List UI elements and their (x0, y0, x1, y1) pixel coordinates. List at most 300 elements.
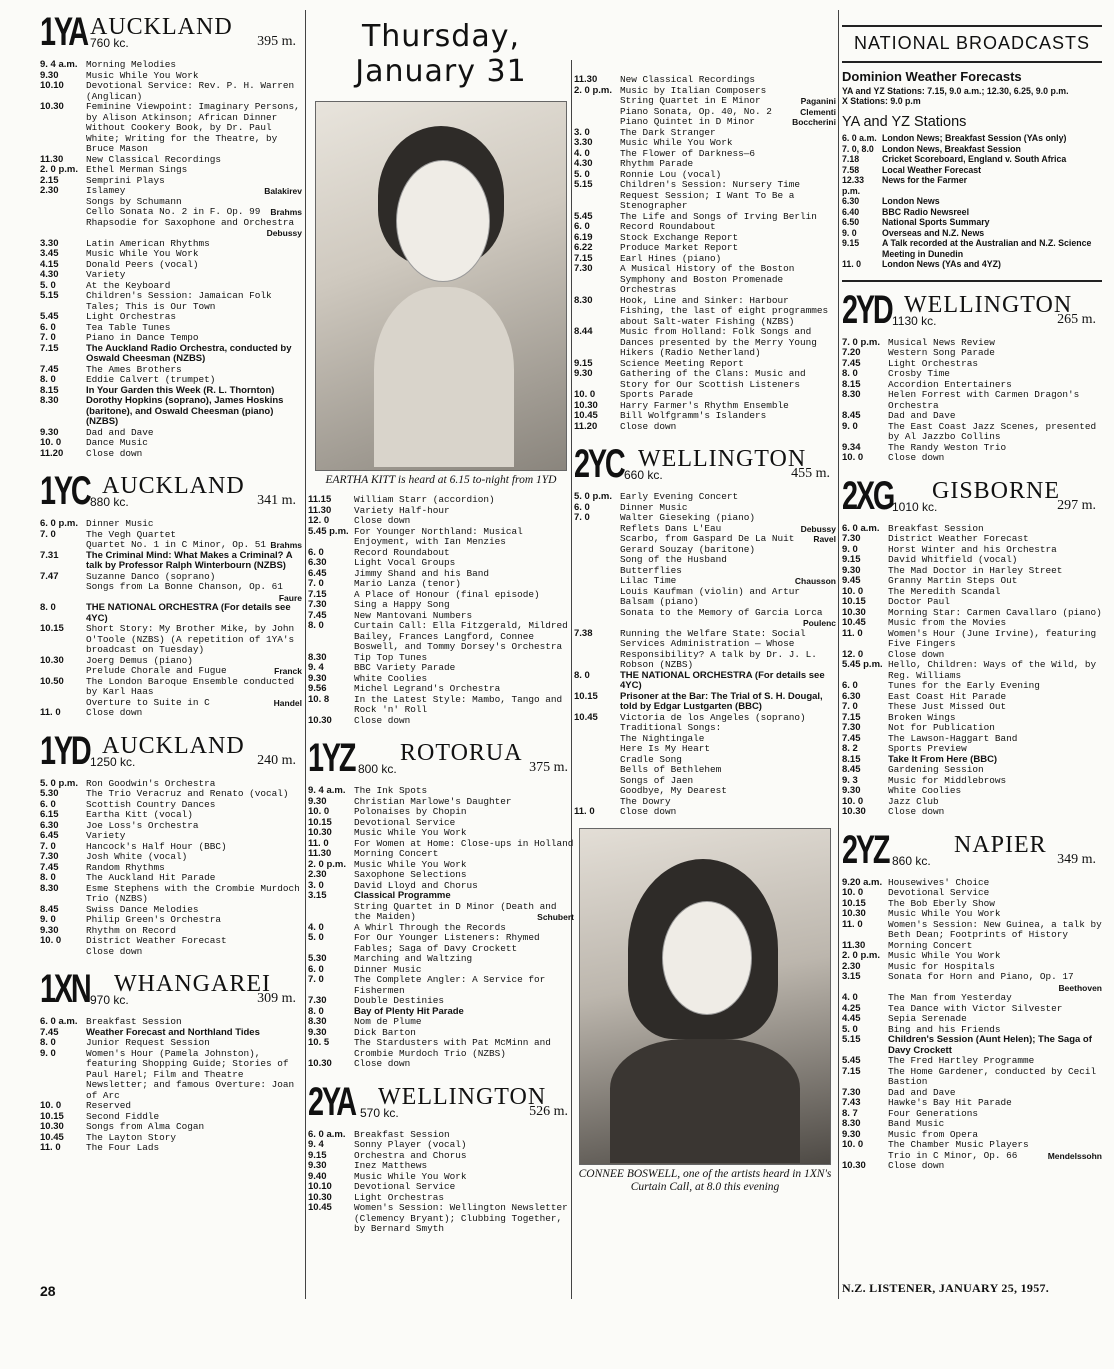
program-text: For Our Younger Listeners: Rhymed Fables; Saga of Davy Crockett (354, 932, 540, 954)
program-text: Polonaises by Chopin (354, 806, 467, 817)
program-text: Random Rhythms (86, 861, 165, 873)
program-text: THE NATIONAL ORCHESTRA (For details see 4YC) (620, 669, 825, 691)
station-wavelength: 341 m. (257, 493, 296, 508)
program-time: 11. 0 (40, 1142, 61, 1153)
program-time: 8. 0 (40, 872, 56, 883)
program-text: Dinner Music (354, 963, 422, 975)
program-text: The East Coast Jazz Scenes, presented by Al Jazzbo Collins (888, 420, 1097, 442)
program-text: Close down (86, 945, 143, 957)
program-entry (574, 327, 836, 359)
program-time: 9. 4 (308, 662, 324, 673)
program-time: 6.45 (308, 567, 327, 579)
program-time: 10. 0 (842, 1139, 864, 1150)
program-time (574, 776, 620, 787)
program-text: New Classical Recordings (86, 153, 222, 165)
composer: Debussy (800, 523, 836, 534)
weather-forecast-title: Dominion Weather Forecasts (842, 69, 1022, 84)
program-entry (842, 1004, 1102, 1015)
program-time: 6.40 (842, 206, 860, 217)
program-time: 8.30 (40, 395, 59, 406)
program-time: 11.20 (574, 420, 598, 432)
composer: Ravel (813, 534, 836, 544)
program-time (574, 566, 620, 577)
program-time: 8. 2 (842, 743, 858, 754)
program-entry (574, 422, 836, 433)
program-time (40, 947, 86, 958)
station-frequency: 880 kc. (90, 495, 129, 509)
program-text: The Dark Stranger (620, 126, 716, 138)
program-time: 8. 7 (842, 1107, 858, 1119)
program-time: 8.30 (842, 1118, 861, 1129)
program-text: The Criminal Mind: What Makes a Criminal? A talk by Professor Ralph Winterbourn (NZBS) (86, 549, 293, 571)
program-entry (842, 228, 1102, 239)
program-title (882, 238, 1102, 259)
station-city: NAPIER (954, 831, 1047, 858)
program-time: 4. 0 (842, 992, 858, 1003)
program-time: 10. 0 (40, 935, 62, 946)
program-text: Music While You Work (354, 858, 467, 870)
program-time: 8.30 (40, 882, 59, 894)
program-text: Music from Holland: Folk Songs and Dances presented by the Merry Young Hikers (Radio Netherland) (620, 326, 817, 358)
program-list-1yc (40, 519, 302, 719)
program-time: 3.15 (842, 971, 861, 982)
station-city: AUCKLAND (102, 732, 245, 759)
program-entry (842, 207, 1102, 218)
program-entry (842, 144, 1102, 155)
program-time: 2. 0 p.m. (574, 84, 613, 96)
program-text: The Auckland Radio Orchestra, conducted by Oswald Cheesman (NZBS) (86, 342, 292, 364)
program-entry (574, 296, 836, 328)
program-time: 9. 3 (842, 774, 858, 786)
program-text: In Your Garden this Week (R. L. Thornton) (86, 384, 275, 396)
program-text: Songs of Jaen (620, 774, 694, 786)
program-entry (308, 1017, 574, 1028)
program-title (620, 422, 836, 433)
program-time: 7.31 (40, 549, 59, 561)
program-entry (40, 1049, 302, 1102)
program-entry (842, 443, 1102, 454)
program-time: 11.30 (40, 153, 64, 165)
program-text: Joe Loss's Orchestra (86, 819, 199, 831)
program-entry (574, 492, 836, 503)
program-text: Eartha Kitt (vocal) (86, 809, 193, 820)
program-text: The Fred Hartley Programme (888, 1055, 1035, 1066)
program-text: The London Baroque Ensemble conducted by Karl Haas (86, 675, 295, 697)
program-time: 10.45 (574, 410, 598, 421)
program-time: 8. 0 (308, 1005, 324, 1017)
program-text: Reserved (86, 1100, 132, 1111)
program-entry (574, 807, 836, 818)
program-text: Close down (888, 452, 945, 463)
program-time: 11.30 (574, 74, 598, 85)
program-time: 8.45 (40, 903, 59, 915)
program-entry (574, 608, 836, 629)
program-time: 10.30 (40, 101, 64, 112)
program-time: 9.30 (842, 1128, 861, 1140)
program-entry (842, 797, 1102, 808)
program-text: Harry Farmer's Rhythm Ensemble (620, 399, 789, 411)
program-text: Light Vocal Groups (354, 557, 456, 568)
program-time: 7.45 (40, 861, 59, 873)
program-text: East Coast Hit Parade (888, 690, 1007, 702)
program-text: The Man from Yesterday (888, 992, 1012, 1003)
program-time: 2.30 (842, 960, 861, 972)
program-text: Stock Exchange Report (620, 231, 739, 243)
program-text: Breakfast Session (888, 522, 984, 534)
program-entry (842, 1035, 1102, 1056)
program-time: 5.30 (40, 788, 59, 799)
program-text: Latin American Rhythms (86, 237, 210, 249)
program-time: 11. 0 (842, 918, 863, 930)
station-city: WHANGAREI (114, 971, 271, 997)
program-text: Music While You Work (620, 137, 733, 148)
program-entry (40, 582, 302, 603)
station-city: AUCKLAND (102, 473, 245, 499)
program-time: 9.20 a.m. (842, 876, 883, 888)
program-time: 10. 0 (574, 389, 596, 400)
program-text: Housewives' Choice (888, 876, 990, 888)
program-entry (40, 291, 302, 312)
composer: Mendelssohn (1047, 1150, 1102, 1161)
program-time: 10. 0 (40, 1100, 62, 1111)
station-frequency: 1250 kc. (90, 754, 136, 769)
program-entry (842, 702, 1102, 713)
program-text: London News (882, 196, 940, 206)
program-text: Close down (354, 515, 411, 526)
program-time: 5. 0 (308, 932, 324, 943)
program-text: Devotional Service: Rev. P. H. Warren (Anglican) (86, 80, 295, 102)
program-text: Morning Concert (888, 939, 973, 951)
program-entry (40, 165, 302, 176)
program-entry (40, 947, 302, 958)
program-text: Curtain Call: Ella Fitzgerald, Mildred Bailey, Frances Langford, Connee Boswell, and Tommy Dorsey's Orchestra (354, 620, 568, 652)
program-text: Rhapsodie for Saxophone and Orchestra (86, 216, 295, 228)
program-entry (40, 1101, 302, 1112)
program-time: 9.30 (308, 672, 327, 684)
program-entry (40, 102, 302, 155)
program-time: 7.30 (308, 995, 327, 1006)
program-text: Inez Matthews (354, 1160, 428, 1171)
program-time: 9. 0 (842, 543, 858, 555)
station-frequency: 800 kc. (358, 762, 397, 776)
program-time: 10. 0 (842, 887, 864, 898)
program-text: Dinner Music (620, 501, 688, 513)
program-text: The Layton Story (86, 1131, 177, 1143)
program-text: Women's Hour (Pamela Johnston), featuring Shopping Guide; Stories of Paul Harel; Film and Theatre Newsletter; and famous Overture: Joan of Arc (86, 1047, 295, 1101)
program-time: 7.45 (842, 357, 861, 369)
program-time: 6.19 (574, 231, 593, 243)
publication-footer: N.Z. LISTENER, JANUARY 25, 1957. (842, 1281, 1050, 1295)
program-entry (842, 165, 1102, 176)
program-text: Variety (86, 269, 126, 280)
program-text: The Nightingale (620, 732, 705, 744)
program-time: 4. 0 (574, 147, 590, 159)
program-time (40, 666, 86, 677)
station-call: 2XG (842, 473, 894, 518)
program-entry (574, 149, 836, 160)
program-text: At the Keyboard (86, 279, 171, 291)
program-time: 7.15 (842, 1065, 861, 1077)
program-time: 10.30 (308, 1191, 332, 1203)
program-time: 6. 0 (40, 321, 56, 333)
program-text: A Whirl Through the Records (354, 921, 506, 933)
program-text: The Ink Spots (354, 785, 428, 796)
program-text: Philip Green's Orchestra (86, 914, 222, 925)
program-time: 9.30 (308, 795, 327, 807)
program-time: 9.15 (842, 238, 860, 248)
program-time: 7. 0, 8.0 (842, 143, 874, 154)
program-entry (842, 920, 1102, 941)
program-text: Music by Italian Composers (620, 84, 767, 96)
station-wavelength: 526 m. (529, 1103, 568, 1119)
program-time: 8.15 (40, 384, 59, 396)
program-text: Overture to Suite in C (86, 696, 210, 708)
program-time: 10. 0 (842, 585, 864, 597)
program-title (620, 807, 836, 818)
program-text: Band Music (888, 1118, 945, 1129)
program-time: 7.38 (574, 627, 593, 639)
program-text: Close down (888, 1160, 945, 1171)
program-time: 5. 0 p.m. (574, 491, 613, 502)
program-entry (842, 587, 1102, 598)
program-entry (842, 629, 1102, 650)
program-title (882, 196, 1102, 207)
program-entry (842, 154, 1102, 165)
program-entry (842, 734, 1102, 745)
program-title (354, 975, 574, 996)
program-time: 10. 8 (308, 693, 330, 705)
program-time: 7.15 (842, 711, 861, 723)
program-text: Close down (620, 420, 677, 432)
program-entry (574, 765, 836, 776)
program-text: Children's Session: Jamaican Folk Tales; This is Our Town (86, 290, 272, 312)
program-text: Dad and Dave (86, 426, 154, 438)
program-time: 12.33 p.m. (842, 175, 865, 196)
program-time (574, 587, 620, 608)
program-time: 3.45 (40, 248, 59, 259)
program-time: 9.45 (842, 575, 861, 586)
program-time: 7.45 (40, 363, 59, 375)
program-text: Prelude Chorale and Fugue (86, 665, 227, 676)
program-time: 2. 0 p.m. (842, 950, 881, 961)
program-time: 5.45 p.m. (308, 525, 349, 537)
program-time: 11. 0 (842, 627, 863, 639)
program-text: Music While You Work (354, 827, 467, 838)
program-text: Close down (86, 707, 143, 718)
station-frequency: 860 kc. (892, 853, 931, 868)
program-text: Close down (86, 447, 143, 459)
program-time: 10. 0 (842, 452, 864, 463)
program-time: 8. 0 (574, 669, 590, 681)
program-entry (40, 218, 302, 239)
program-title (86, 449, 302, 460)
program-time: 6. 0 a.m. (40, 1016, 78, 1027)
program-text: Reflets Dans L'Eau (620, 522, 722, 534)
program-time (40, 207, 86, 218)
column-rule (838, 10, 839, 1299)
program-time: 9. 4 (308, 1139, 324, 1150)
program-text: Light Orchestras (86, 311, 177, 322)
program-title (620, 327, 836, 359)
program-time: 7.15 (40, 342, 59, 354)
date-heading: Thursday, January 31 (355, 19, 527, 89)
program-text: Music for Middlebrows (888, 774, 1007, 786)
program-text: THE NATIONAL ORCHESTRA (For details see 4YC) (86, 602, 291, 624)
program-text: Women's Hour (June Irvine), featuring Five Fingers (888, 627, 1097, 649)
program-title (620, 629, 836, 671)
program-entry (574, 264, 836, 296)
composer: Debussy (266, 228, 302, 238)
program-title (888, 807, 1102, 818)
program-text: The Ames Brothers (86, 363, 182, 375)
program-time: 10. 5 (308, 1037, 330, 1048)
weather-line: X Stations: 9.0 p.m (842, 96, 921, 106)
program-title (882, 144, 1102, 155)
program-text: Butterflies (620, 564, 682, 576)
program-time: 10.45 (308, 1202, 332, 1213)
station-wavelength: 455 m. (791, 466, 830, 481)
program-entry (308, 663, 574, 674)
national-broadcasts-header: NATIONAL BROADCASTS (842, 25, 1102, 63)
program-time: 5.45 (40, 311, 59, 322)
program-entry (40, 677, 302, 698)
program-time: 8.44 (574, 326, 593, 337)
station-header-2yz (842, 828, 1102, 876)
program-time: 5. 0 (40, 279, 56, 291)
program-text: Jimmy Shand and his Band (354, 567, 490, 579)
program-text: Not for Publication (888, 722, 995, 733)
program-time (574, 107, 620, 118)
program-text: Variety Half-hour (354, 504, 450, 516)
program-text: The Stardusters with Pat McMinn and Crombie Murdoch Trio (NZBS) (354, 1037, 551, 1059)
program-text: Semprini Plays (86, 174, 165, 186)
program-time: 8.30 (574, 294, 593, 306)
program-time: 9.30 (40, 426, 59, 438)
program-text: BBC Variety Parade (354, 662, 456, 673)
program-time: 9.40 (308, 1170, 327, 1182)
program-text: Weather Forecast and Northland Tides (86, 1026, 260, 1038)
program-entry (308, 506, 574, 517)
program-time: 6.50 (842, 217, 860, 227)
station-frequency: 970 kc. (90, 993, 129, 1007)
program-entry (842, 786, 1102, 797)
section-divider (842, 280, 1102, 282)
program-time: 8.15 (842, 753, 861, 765)
program-title (354, 621, 574, 653)
program-text: A Place of Honour (final episode) (354, 588, 540, 600)
station-header-1ya (40, 10, 302, 58)
program-text: Music While You Work (888, 908, 1001, 919)
program-entry (308, 527, 574, 548)
program-text: The Randy Weston Trio (888, 441, 1007, 453)
station-wavelength: 349 m. (1057, 851, 1096, 867)
composer: Beethoven (1058, 982, 1102, 993)
program-title (620, 180, 836, 212)
program-title (888, 422, 1102, 443)
program-text: Saxophone Selections (354, 869, 467, 880)
program-title (888, 1161, 1102, 1172)
program-text: Piano Quintet in D Minor (620, 116, 756, 127)
program-text: Tea Dance with Victor Silvester (888, 1002, 1063, 1014)
program-text: Esme Stephens with the Crombie Murdoch Trio (NZBS) (86, 882, 300, 904)
program-entry (40, 852, 302, 863)
program-time: 7.20 (842, 347, 861, 358)
program-text: String Quartet in E Minor (620, 95, 761, 106)
program-time: 9.30 (842, 564, 861, 576)
program-text: Sepia Serenade (888, 1013, 967, 1024)
composer: Clementi (800, 106, 836, 117)
program-text: Piano in Dance Tempo (86, 332, 199, 343)
program-list-1xn (40, 1017, 302, 1154)
program-entry (842, 972, 1102, 993)
connee-boswell-photo (579, 828, 831, 1165)
program-time: 10.30 (574, 399, 598, 411)
program-entry (842, 422, 1102, 443)
program-text: Record Roundabout (354, 546, 450, 558)
program-entry (40, 396, 302, 428)
program-time: 10.30 (40, 1121, 64, 1132)
program-text: Classical Programme (354, 890, 451, 901)
program-time: 5. 0 (574, 168, 590, 180)
program-time: 9. 0 (842, 420, 858, 432)
program-time: 6. 0 a.m. (842, 133, 877, 143)
program-time: 8. 0 (40, 374, 56, 385)
program-time: 6.22 (574, 242, 593, 253)
program-text: London News (YAs and 4YZ) (882, 259, 1001, 269)
program-text: Tunes for the Early Evening (888, 680, 1040, 691)
program-time: 5. 0 p.m. (40, 777, 79, 789)
program-time: 7.30 (574, 263, 593, 274)
program-text: Broken Wings (888, 711, 956, 723)
program-text: Cradle Song (620, 753, 682, 765)
station-header-1yc (40, 469, 302, 517)
program-time: 9.30 (308, 1160, 327, 1171)
program-time: 10.30 (308, 1058, 332, 1069)
program-text: Music While You Work (888, 950, 1001, 961)
program-entry (842, 238, 1102, 259)
program-text: Overseas and N.Z. News (882, 227, 985, 238)
program-time: 2. 0 p.m. (308, 858, 347, 870)
program-entry (40, 603, 302, 624)
composer: Brahms (270, 207, 302, 217)
program-entry (842, 1067, 1102, 1088)
program-text: Musical News Review (888, 336, 995, 348)
program-title (354, 527, 574, 548)
station-frequency: 660 kc. (624, 468, 663, 482)
program-time: 7. 0 (40, 332, 56, 343)
program-text: Bay of Plenty Hit Parade (354, 1005, 464, 1017)
program-time: 7. 0 p.m. (842, 336, 881, 348)
program-entry (574, 587, 836, 608)
program-list-1yz (308, 786, 574, 1070)
program-time: 9. 4 a.m. (40, 59, 78, 70)
program-text: Scottish Country Dances (86, 798, 216, 810)
program-title (354, 1203, 574, 1235)
program-text: White Coolies (354, 672, 428, 684)
program-time: 10.45 (40, 1131, 64, 1143)
program-list-2yc (574, 492, 836, 818)
station-call: 2YA (308, 1079, 355, 1124)
program-entry (842, 776, 1102, 787)
ya-yz-stations-title: YA and YZ Stations (842, 114, 967, 130)
program-text: Crosby Time (888, 368, 950, 379)
station-city: ROTORUA (400, 740, 523, 766)
program-time: 3.15 (308, 890, 327, 901)
program-text: London News; Breakfast Session (YAs only) (882, 133, 1067, 143)
program-time: 10.30 (842, 1160, 866, 1171)
program-time: 9. 0 (842, 227, 857, 238)
program-time (574, 576, 620, 587)
